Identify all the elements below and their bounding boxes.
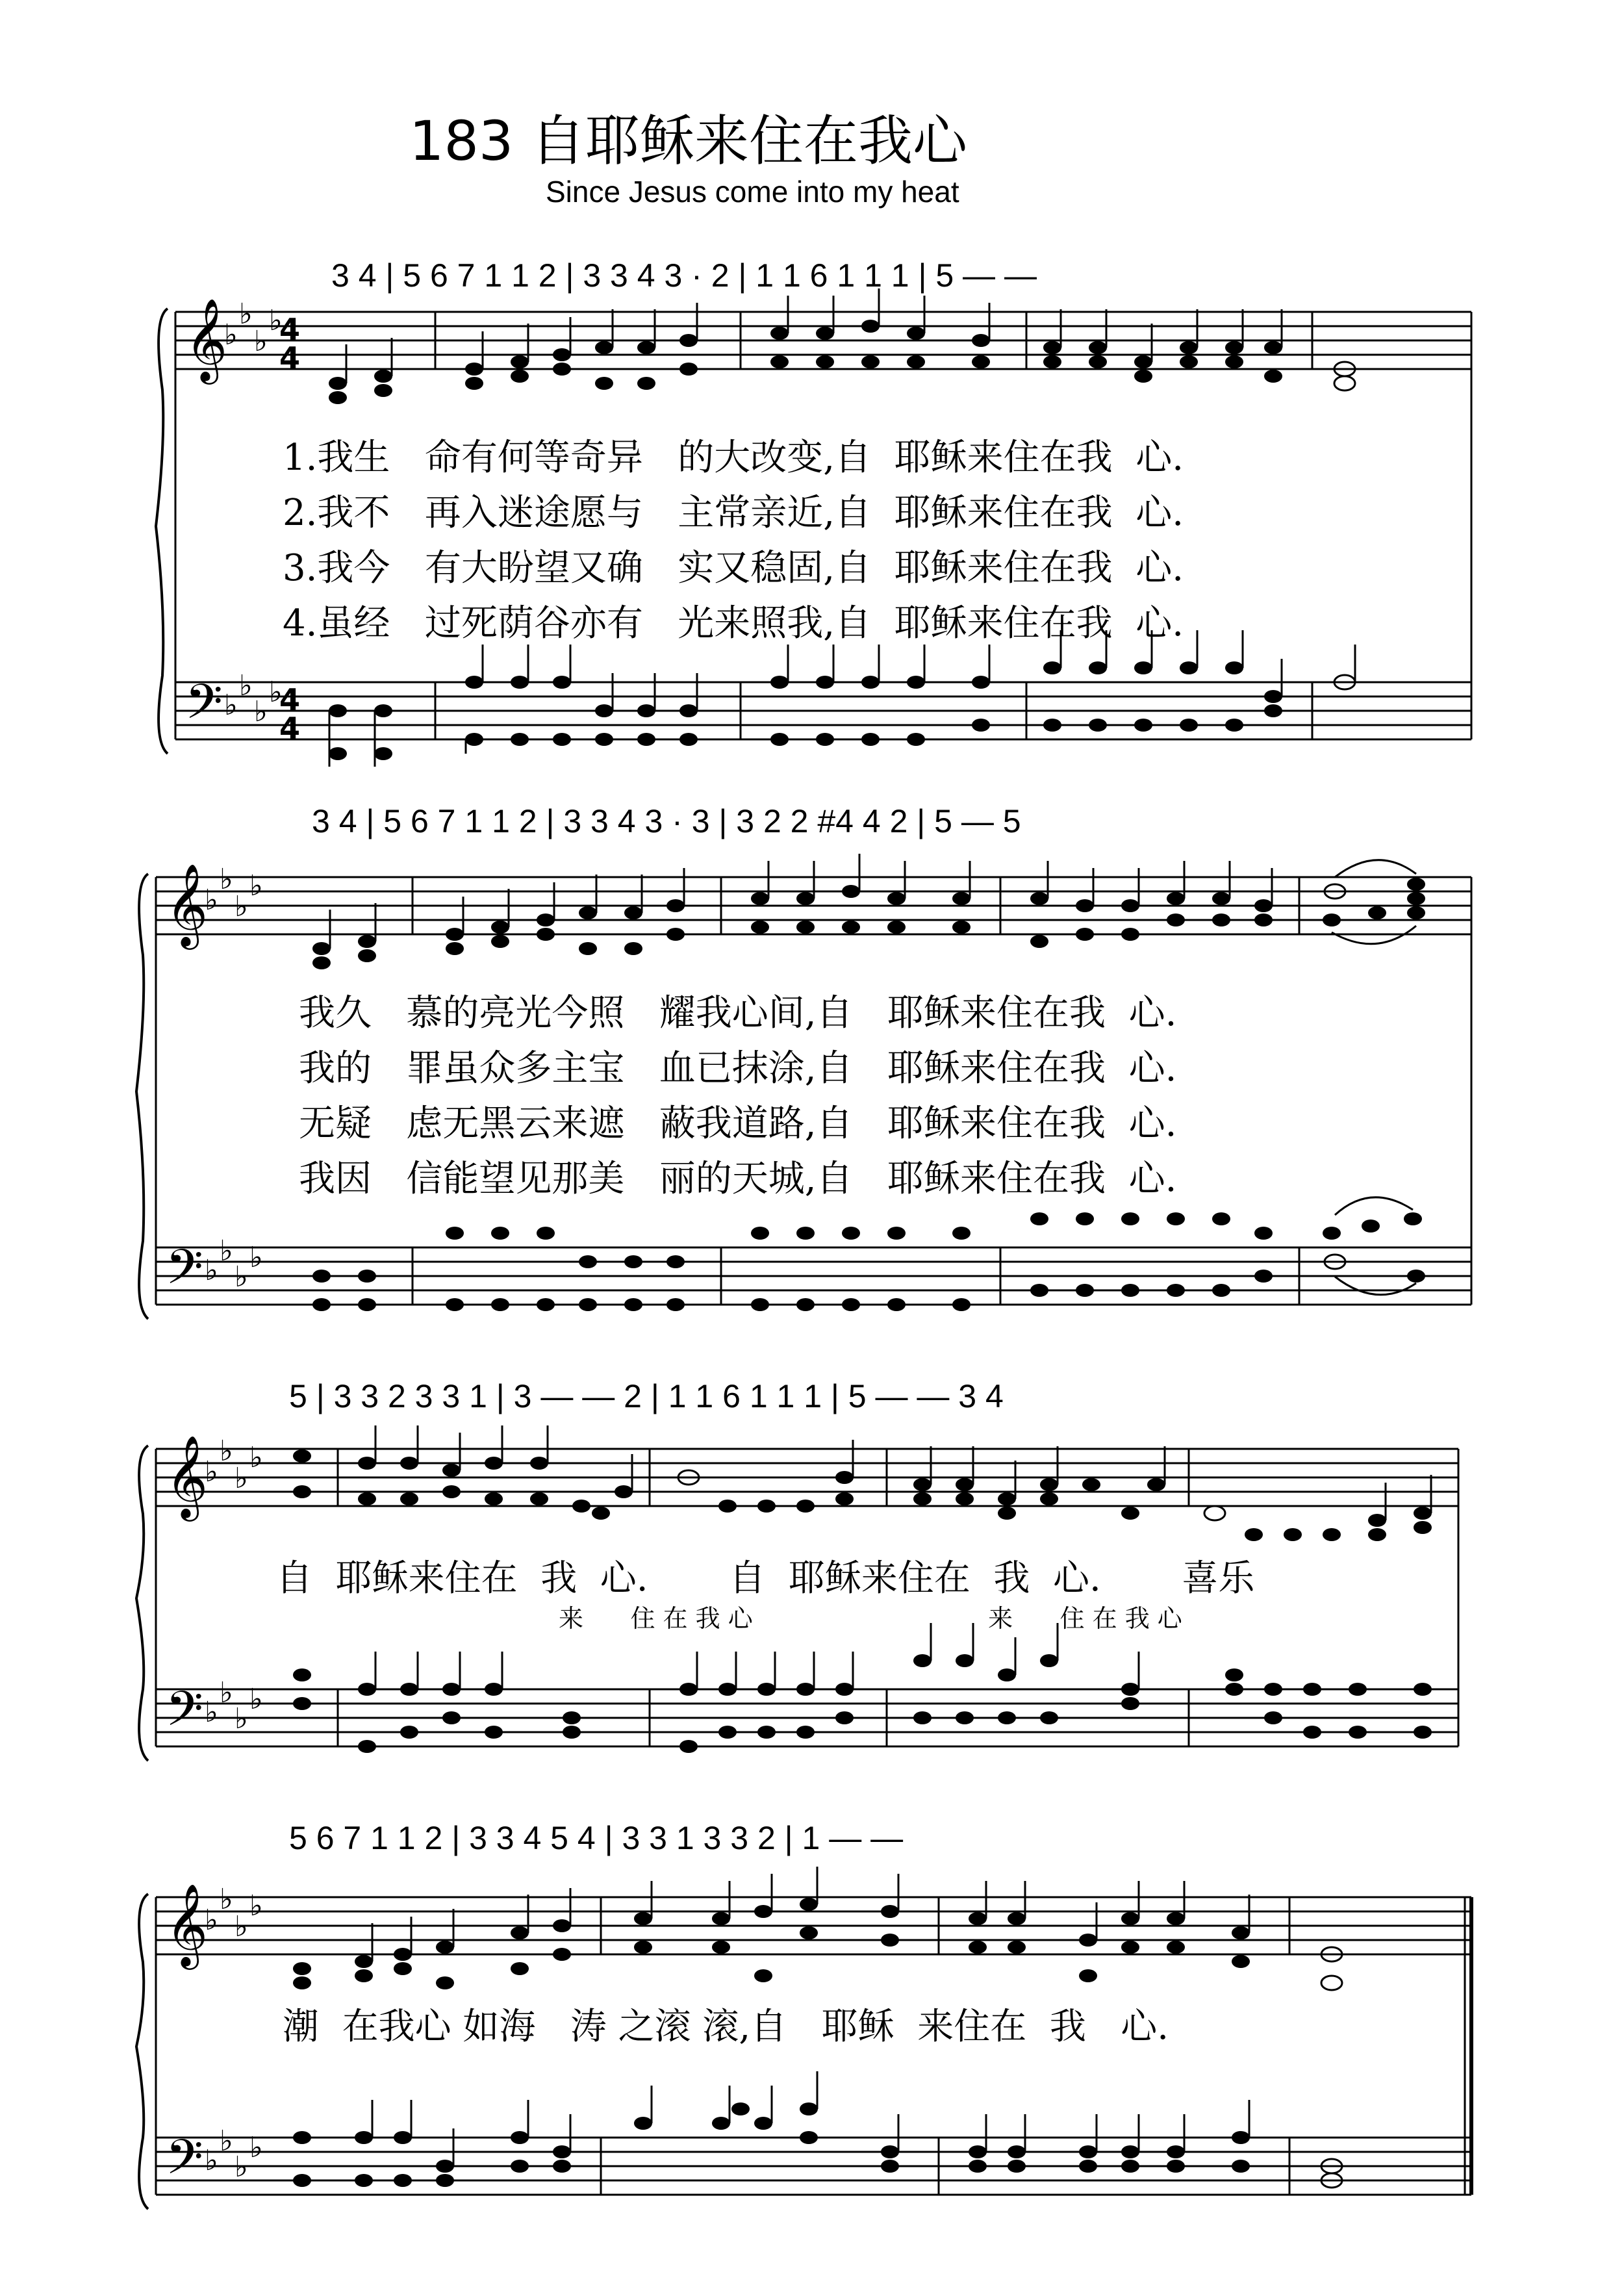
svg-text:♭: ♭ [205, 2144, 218, 2177]
svg-text:𝄞: 𝄞 [166, 1883, 209, 1966]
hymn-title: 183 自耶稣来住在我心 [409, 109, 968, 173]
hymn-subtitle: Since Jesus come into my heat [546, 175, 959, 209]
verse-2-line-1: 2.我不 再入迷途愿与 主常亲近,自 耶稣来住在我 心. [283, 492, 1184, 534]
svg-text:𝄢: 𝄢 [166, 2129, 203, 2197]
svg-text:𝄢: 𝄢 [166, 1239, 203, 1307]
jianpu-line-1: 3 4 | 5 6 7 1 1 2 | 3 3 4 3 · 2 | 1 1 6 1 1 1 | 5 — — [331, 257, 1037, 294]
svg-text:♭: ♭ [239, 669, 253, 702]
verse-3-line-1: 3.我今 有大盼望又确 实又稳固,自 耶稣来住在我 心. [283, 547, 1184, 589]
verse-1-line-1: 1.我生 命有何等奇异 的大改变,自 耶稣来住在我 心. [283, 437, 1184, 479]
svg-text:♭: ♭ [235, 1260, 248, 1294]
svg-text:♭: ♭ [269, 676, 283, 709]
svg-text:♭: ♭ [254, 695, 268, 728]
svg-text:♭: ♭ [249, 1441, 263, 1474]
svg-text:♭: ♭ [249, 1241, 263, 1274]
svg-text:♭: ♭ [220, 1676, 233, 1709]
svg-text:♭: ♭ [235, 1702, 248, 1735]
svg-text:♭: ♭ [224, 689, 238, 722]
verse-3-line-2: 无疑 虑无黑云来遮 蔽我道路,自 耶稣来住在我 心. [299, 1103, 1177, 1145]
jianpu-line-4: 5 6 7 1 1 2 | 3 3 4 5 4 | 3 3 1 3 3 2 | 1 — — [289, 1820, 904, 1856]
svg-text:♭: ♭ [254, 325, 268, 358]
svg-text:♭: ♭ [269, 304, 283, 337]
svg-text:♭: ♭ [220, 863, 233, 896]
svg-text:𝄞: 𝄞 [185, 298, 228, 381]
svg-text:𝄢: 𝄢 [185, 674, 223, 742]
bass-echo-lyric: 来 住 在 我 心 来 住 在 我 心 [559, 1604, 1182, 1633]
svg-text:♭: ♭ [249, 1683, 263, 1716]
svg-text:♭: ♭ [205, 1696, 218, 1729]
svg-text:♭: ♭ [220, 1234, 233, 1268]
jianpu-line-2: 3 4 | 5 6 7 1 1 2 | 3 3 4 3 · 3 | 3 2 2 #4 4 2 | 5 — 5 [312, 803, 1021, 839]
svg-text:4: 4 [279, 682, 301, 717]
svg-text:♭: ♭ [235, 2151, 248, 2184]
svg-text:♭: ♭ [220, 1883, 233, 1916]
svg-text:♭: ♭ [249, 869, 263, 902]
refrain-lyric-1: 自 耶稣来住在 我 心. 自 耶稣来住在 我 心. 喜乐 [276, 1557, 1255, 1600]
svg-text:♭: ♭ [249, 2131, 263, 2164]
svg-text:♭: ♭ [235, 1462, 248, 1495]
svg-text:♭: ♭ [224, 318, 238, 351]
svg-text:♭: ♭ [249, 1889, 263, 1923]
svg-text:♭: ♭ [239, 298, 253, 331]
svg-text:𝄞: 𝄞 [166, 863, 209, 946]
svg-text:♭: ♭ [205, 884, 218, 917]
svg-text:4: 4 [279, 340, 301, 376]
svg-text:𝄢: 𝄢 [166, 1681, 203, 1749]
svg-text:𝄞: 𝄞 [166, 1435, 209, 1518]
svg-text:♭: ♭ [205, 1455, 218, 1488]
svg-text:4: 4 [279, 312, 301, 347]
verse-4-line-1: 4.虽经 过死荫谷亦有 光来照我,自 耶稣来住在我 心. [283, 602, 1184, 645]
verse-2-line-2: 我的 罪虽众多主宝 血已抹涂,自 耶稣来住在我 心. [299, 1047, 1177, 1090]
svg-text:♭: ♭ [235, 1910, 248, 1943]
svg-text:4: 4 [279, 711, 301, 746]
verse-4-line-2: 我因 信能望见那美 丽的天城,自 耶稣来住在我 心. [299, 1158, 1177, 1200]
svg-text:♭: ♭ [220, 2125, 233, 2158]
svg-text:♭: ♭ [205, 1904, 218, 1937]
refrain-lyric-2: 潮 在我心 如海 涛 之滚 滚,自 耶稣 来住在 我 心. [283, 2006, 1169, 2048]
svg-text:♭: ♭ [205, 1254, 218, 1287]
jianpu-line-3: 5 | 3 3 2 3 3 1 | 3 — — 2 | 1 1 6 1 1 1 | 5 — — 3 4 [289, 1378, 1004, 1414]
verse-1-line-2: 我久 慕的亮光今照 耀我心间,自 耶稣来住在我 心. [299, 992, 1177, 1034]
svg-text:♭: ♭ [220, 1435, 233, 1468]
svg-text:♭: ♭ [235, 890, 248, 923]
